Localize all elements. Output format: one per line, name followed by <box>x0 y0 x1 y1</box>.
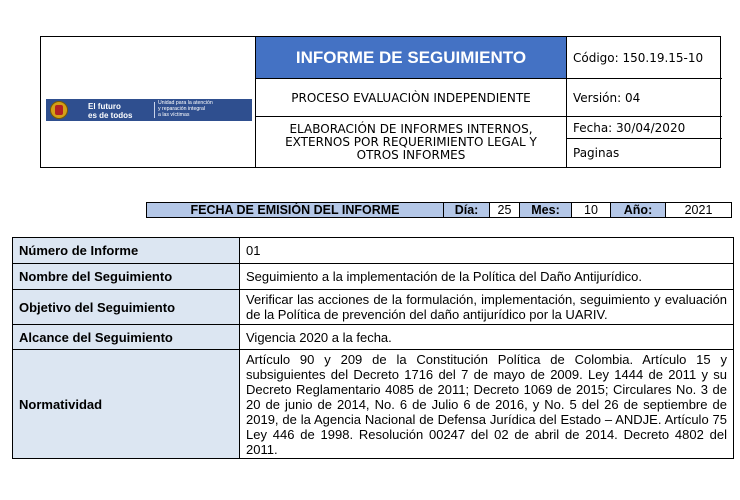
row-label: Objetivo del Seguimiento <box>13 290 240 325</box>
document-header-table <box>40 36 721 168</box>
month-label: Mes: <box>520 203 572 217</box>
year-label: Año: <box>611 203 666 217</box>
day-label: Día: <box>444 203 490 217</box>
document-title: INFORME DE SEGUIMIENTO <box>256 37 567 79</box>
table-row <box>13 290 734 325</box>
row-label: Nombre del Seguimiento <box>13 264 240 290</box>
elaboration-description: ELABORACIÓN DE INFORMES INTERNOS, EXTERNOS POR REQUERIMIENTO LEGAL Y OTROS INFORMES <box>256 117 567 167</box>
table-row <box>13 325 734 350</box>
row-label: Número de Informe <box>13 238 240 264</box>
year-value: 2021 <box>684 203 713 217</box>
row-value: Vigencia 2020 a la fecha. <box>240 325 734 350</box>
emission-date-bar <box>146 202 732 218</box>
table-row <box>13 238 734 264</box>
report-info-table <box>12 237 734 459</box>
logo-divider <box>154 102 155 118</box>
document-version: Versión: 04 <box>567 79 722 117</box>
table-row <box>13 350 734 459</box>
pages-label: Paginas <box>573 146 620 160</box>
row-value: Artículo 90 y 209 de la Constitución Política de Colombia. Artículo 15 y subsiguientes del Decreto 1716 del 7 de mayo de 2009. Ley 1444 de 2011 y su Decreto Reglamentario 4085 de 2011; Decreto 1069 de 2015; Circulares No. 3 de 20 de junio de 2014, No. 6 de Julio 6 de 2016, y No. 5 del 26 de septiembre de 2019, de la Agencia Nacional de Defensa Jurídica del Estado – ANDJE. Artículo 75 Ley 446 de 1998. Resolución 00247 del 02 de abril de 2014. Decreto 4802 del 2011. <box>240 350 734 459</box>
document-code: Código: 150.19.15-10 <box>567 37 722 79</box>
process-name: PROCESO EVALUACIÒN INDEPENDIENTE <box>256 79 567 117</box>
month-value: 10 <box>572 203 611 217</box>
row-value: 01 <box>240 238 734 264</box>
row-value: Verificar las acciones de la formulación, implementación, seguimiento y evaluación de la Política de prevención del daño antijurídico por la UARIV. <box>240 290 734 325</box>
row-label: Alcance del Seguimiento <box>13 325 240 350</box>
coat-of-arms-icon <box>50 101 68 119</box>
row-value: Seguimiento a la implementación de la Política del Daño Antijurídico. <box>240 264 734 290</box>
logo-cell <box>41 37 256 167</box>
row-label: Normatividad <box>13 350 240 459</box>
table-row <box>13 264 734 290</box>
emission-label: FECHA DE EMISIÓN DEL INFORME <box>147 203 444 217</box>
day-value: 25 <box>490 203 520 217</box>
logo-slogan: El futuro es de todos <box>88 102 133 120</box>
logo-unit-name: Unidad para la atención y reparación integral a las víctimas <box>158 100 213 118</box>
document-date: Fecha: 30/04/2020 <box>567 117 722 139</box>
institution-logo <box>46 99 252 121</box>
